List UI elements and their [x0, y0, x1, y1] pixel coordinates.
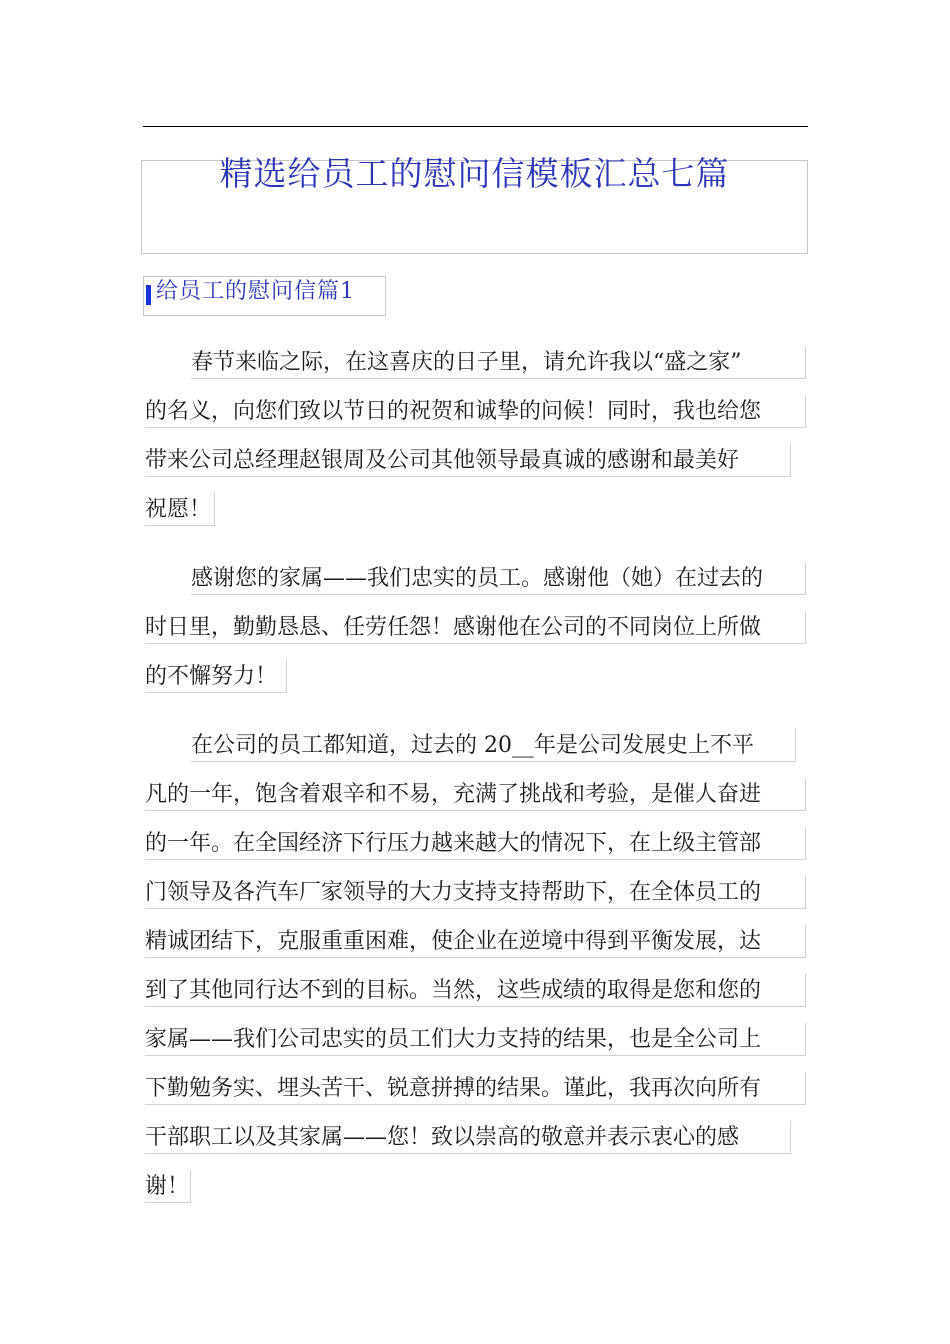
text-line: 的名义，向您们致以节日的祝贺和诚挚的问候！同时，我也给您	[145, 395, 806, 428]
text-line: 下勤勉务实、埋头苦干、锐意拼搏的结果。谨此，我再次向所有	[145, 1072, 806, 1105]
text-line: 到了其他同行达不到的目标。当然，这些成绩的取得是您和您的	[145, 974, 806, 1007]
text-line: 凡的一年，饱含着艰辛和不易，充满了挑战和考验，是催人奋进	[145, 778, 806, 811]
text-line: 家属——我们公司忠实的员工们大力支持的结果，也是全公司上	[145, 1023, 806, 1056]
text-line: 门领导及各汽车厂家领导的大力支持支持帮助下，在全体员工的	[145, 876, 806, 909]
text-line: 在公司的员工都知道，过去的 20__年是公司发展史上不平	[191, 729, 796, 762]
heading-marker	[146, 285, 151, 305]
text-line: 带来公司总经理赵银周及公司其他领导最真诚的感谢和最美好	[145, 444, 791, 477]
text-line: 干部职工以及其家属——您！致以崇高的敬意并表示衷心的感	[145, 1121, 791, 1154]
text-line: 时日里，勤勤恳恳、任劳任怨！感谢他在公司的不同岗位上所做	[145, 611, 806, 644]
text-line: 的不懈努力！	[145, 660, 287, 693]
text-line: 谢！	[145, 1170, 191, 1203]
text-line: 精诚团结下，克服重重困难，使企业在逆境中得到平衡发展，达	[145, 925, 806, 958]
text-line: 春节来临之际，在这喜庆的日子里，请允许我以“盛之家”	[191, 346, 806, 379]
document-title: 精选给员工的慰问信模板汇总七篇	[219, 154, 730, 193]
top-rule	[143, 126, 808, 127]
text-line: 祝愿！	[145, 493, 215, 526]
section-heading: 给员工的慰问信篇1	[156, 279, 355, 304]
text-line: 感谢您的家属——我们忠实的员工。感谢他（她）在过去的	[191, 562, 806, 595]
text-line: 的一年。在全国经济下行压力越来越大的情况下，在上级主管部	[145, 827, 806, 860]
